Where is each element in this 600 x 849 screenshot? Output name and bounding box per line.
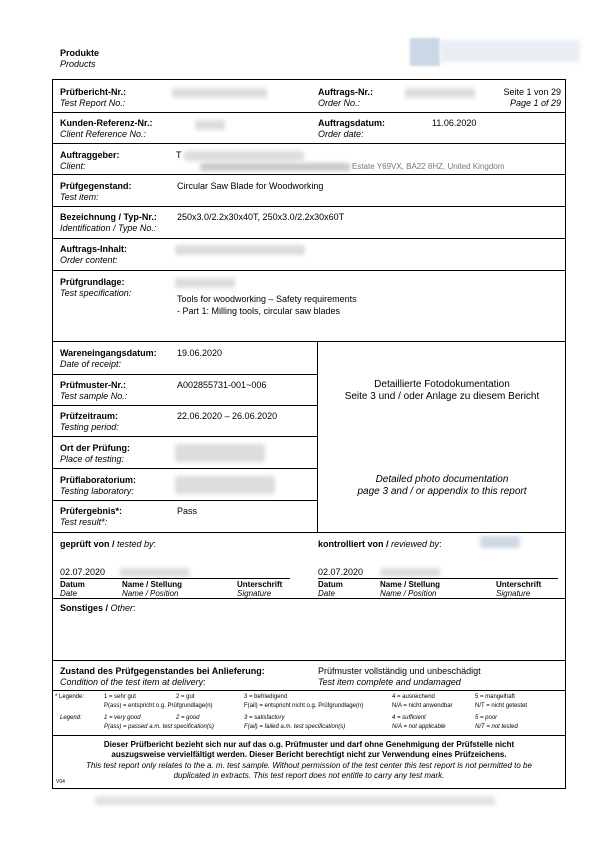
period-value: 22.06.2020 – 26.06.2020 <box>177 411 278 421</box>
place-label-en: Place of testing: <box>60 454 125 464</box>
result-value: Pass <box>177 506 198 516</box>
spec-redacted <box>175 278 235 288</box>
order-content-label-en: Order content: <box>60 255 118 265</box>
report-no-label: Prüfbericht-Nr.: <box>60 87 127 97</box>
client-value: T <box>176 150 182 160</box>
spec-label: Prüfgrundlage: <box>60 277 125 287</box>
legend-de-r2-1: F(ail) = entspricht nicht o.g. Prüfgrundlage(n) <box>244 703 364 709</box>
client-address-redacted <box>200 163 350 171</box>
disclaimer-de-1: Dieser Prüfbericht bezieht sich nur auf das o.g. Prüfmuster und darf ohne Genehmigung der Prüfstelle nicht <box>103 740 515 749</box>
sample-value: A002855731-001~006 <box>177 380 267 390</box>
receipt-label: Wareneingangsdatum: <box>60 348 157 358</box>
client-address-fragment: Estate Y69VX, BA22 8HZ, United Kingdom <box>352 162 505 171</box>
legend-label-en: Legend: <box>60 715 82 721</box>
legend-en-r2-0: P(ass) = passed a.m. test specification(s) <box>104 724 214 730</box>
reviewed-by-de: kontrolliert von / <box>318 539 389 549</box>
lab-label: Prüflaboratorium: <box>60 475 137 485</box>
client-ref-label-en: Client Reference No.: <box>60 129 147 139</box>
client-ref-redacted <box>195 120 225 130</box>
tested-name-head: Name / Stellung <box>122 580 183 589</box>
other-label-en: Other <box>110 603 134 613</box>
result-label-en: Test result*: <box>60 517 108 527</box>
legend-de-r1-2: 3 = befriedigend <box>244 694 288 700</box>
receipt-label-en: Date of receipt: <box>60 359 122 369</box>
legend-de-r1-1: 2 = gut <box>176 694 195 700</box>
ident-label: Bezeichnung / Typ-Nr.: <box>60 212 157 222</box>
sample-label: Prüfmuster-Nr.: <box>60 380 127 390</box>
reviewer-name-redacted <box>380 568 440 577</box>
legend-de-r2-0: P(ass) = entspricht o.g. Prüfgrundlage(n) <box>104 703 213 709</box>
page-number-en: Page 1 of 29 <box>509 98 561 108</box>
legend-en-r1-2: 3 = satisfactory <box>244 715 285 721</box>
tester-name-redacted <box>120 568 190 577</box>
tested-by-label: geprüft von / tested by: <box>60 539 157 549</box>
footer-redacted <box>95 796 495 805</box>
order-no-redacted <box>405 88 475 98</box>
client-label-en: Client: <box>60 161 86 171</box>
report-no-redacted <box>172 88 267 98</box>
logo-redacted <box>410 38 440 66</box>
lab-redacted <box>175 476 275 494</box>
photo-doc-en-1: Detailed photo documentation <box>375 474 509 485</box>
legend-en-r1-0: 1 = very good <box>104 715 141 721</box>
tested-by-en: tested by <box>117 539 154 549</box>
order-date-label-en: Order date: <box>318 129 364 139</box>
disclaimer-en-1: This test report only relates to the a. m. test sample. Without permission of the test center this test report is not permitted to be <box>86 761 532 770</box>
spec-line2: - Part 1: Milling tools, circular saw blades <box>177 306 341 316</box>
header-title: Produkte <box>60 48 100 58</box>
reviewed-sig-head: Unterschrift <box>496 580 542 589</box>
place-label: Ort der Prüfung: <box>60 443 130 453</box>
client-name-redacted <box>184 151 304 161</box>
ident-value: 250x3.0/2.2x30x40T, 250x3.0/2.2x30x60T <box>177 212 345 222</box>
other-label-de: Sonstiges / <box>60 603 109 613</box>
tested-sig-head: Unterschrift <box>237 580 283 589</box>
order-date-label: Auftragsdatum: <box>318 118 385 128</box>
reviewed-sig-head-en: Signature <box>496 589 531 598</box>
legend-de-r1-0: 1 = sehr gut <box>104 694 136 700</box>
period-label-en: Testing period: <box>60 422 119 432</box>
tested-name-head-en: Name / Position <box>122 589 179 598</box>
reviewed-by-en: reviewed by <box>391 539 440 549</box>
reviewed-by-label: kontrolliert von / reviewed by: <box>318 539 442 549</box>
tested-by-de: geprüft von / <box>60 539 115 549</box>
sample-label-en: Test sample No.: <box>60 391 128 401</box>
spec-label-en: Test specification: <box>60 288 132 298</box>
client-ref-label: Kunden-Referenz-Nr.: <box>60 118 153 128</box>
place-redacted <box>175 444 265 462</box>
reviewer-stamp-redacted <box>480 536 520 548</box>
legend-de-r2-2: N/A = nicht anwendbar <box>392 703 453 709</box>
order-no-label-en: Order No.: <box>318 98 361 108</box>
order-content-label: Auftrags-Inhalt: <box>60 244 127 254</box>
logo-redacted-text <box>440 40 580 62</box>
test-item-label: Prüfgegenstand: <box>60 181 132 191</box>
tested-date-head-en: Date <box>60 589 77 598</box>
period-label: Prüfzeitraum: <box>60 411 119 421</box>
legend-label-de: * Legende: <box>55 694 85 700</box>
photo-doc-de-1: Detaillierte Fotodokumentation <box>374 379 510 390</box>
other-label: Sonstiges / Other: <box>60 603 136 613</box>
reviewed-date-head-en: Date <box>318 589 335 598</box>
condition-label-en: Condition of the test item at delivery: <box>60 677 206 687</box>
order-content-redacted <box>175 245 305 255</box>
photo-doc-en-2: page 3 and / or appendix to this report <box>357 486 527 497</box>
legend-en-r2-1: F(ail) = failed a.m. test specification(s) <box>244 724 346 730</box>
reviewed-date-head: Datum <box>318 580 343 589</box>
tested-date-head: Datum <box>60 580 85 589</box>
report-no-label-en: Test Report No.: <box>60 98 126 108</box>
legend-de-r1-4: 5 = mangelhaft <box>475 694 515 700</box>
result-label: Prüfergebnis*: <box>60 506 123 516</box>
client-label: Auftraggeber: <box>60 150 120 160</box>
receipt-value: 19.06.2020 <box>177 348 223 358</box>
condition-label: Zustand des Prüfgegenstandes bei Anlieferung: <box>60 666 265 676</box>
order-no-label: Auftrags-Nr.: <box>318 87 374 97</box>
disclaimer-en-2: duplicated in extracts. This test report does not entitle to carry any test mark. <box>173 771 445 780</box>
photo-doc-de-2: Seite 3 und / oder Anlage zu diesem Bericht <box>344 391 540 402</box>
legend-en-r1-1: 2 = good <box>176 715 200 721</box>
condition-value: Prüfmuster vollständig und unbeschädigt <box>318 666 481 676</box>
legend-en-r1-4: 5 = poor <box>475 715 498 721</box>
test-item-value: Circular Saw Blade for Woodworking <box>177 181 324 191</box>
tested-date: 02.07.2020 <box>60 567 106 577</box>
legend-en-r1-3: 4 = sufficient <box>392 715 426 721</box>
reviewed-date: 02.07.2020 <box>318 567 364 577</box>
order-date-value: 11.06.2020 <box>432 118 477 128</box>
disclaimer-de-2: auszugsweise vervielfältigt werden. Dieser Bericht berechtigt nicht zur Verwendung eines Prüfzeichens. <box>111 750 507 759</box>
test-item-label-en: Test item: <box>60 192 99 202</box>
condition-value-en: Test item complete and undamaged <box>318 677 461 687</box>
legend-de-r1-3: 4 = ausreichend <box>392 694 435 700</box>
reviewed-name-head: Name / Stellung <box>380 580 441 589</box>
reviewed-name-head-en: Name / Position <box>380 589 437 598</box>
legend-en-r2-3: N/T = not tested <box>475 724 518 730</box>
legend-en-r2-2: N/A = not applicable <box>392 724 446 730</box>
header-subtitle: Products <box>60 59 96 69</box>
spec-line1: Tools for woodworking – Safety requirements <box>177 294 357 304</box>
lab-label-en: Testing laboratory: <box>60 486 134 496</box>
version-label: V04 <box>56 779 65 785</box>
ident-label-en: Identification / Type No.: <box>60 223 157 233</box>
legend-de-r2-3: N/T = nicht getestet <box>475 703 528 709</box>
tested-sig-head-en: Signature <box>237 589 272 598</box>
page-number: Seite 1 von 29 <box>503 87 561 97</box>
